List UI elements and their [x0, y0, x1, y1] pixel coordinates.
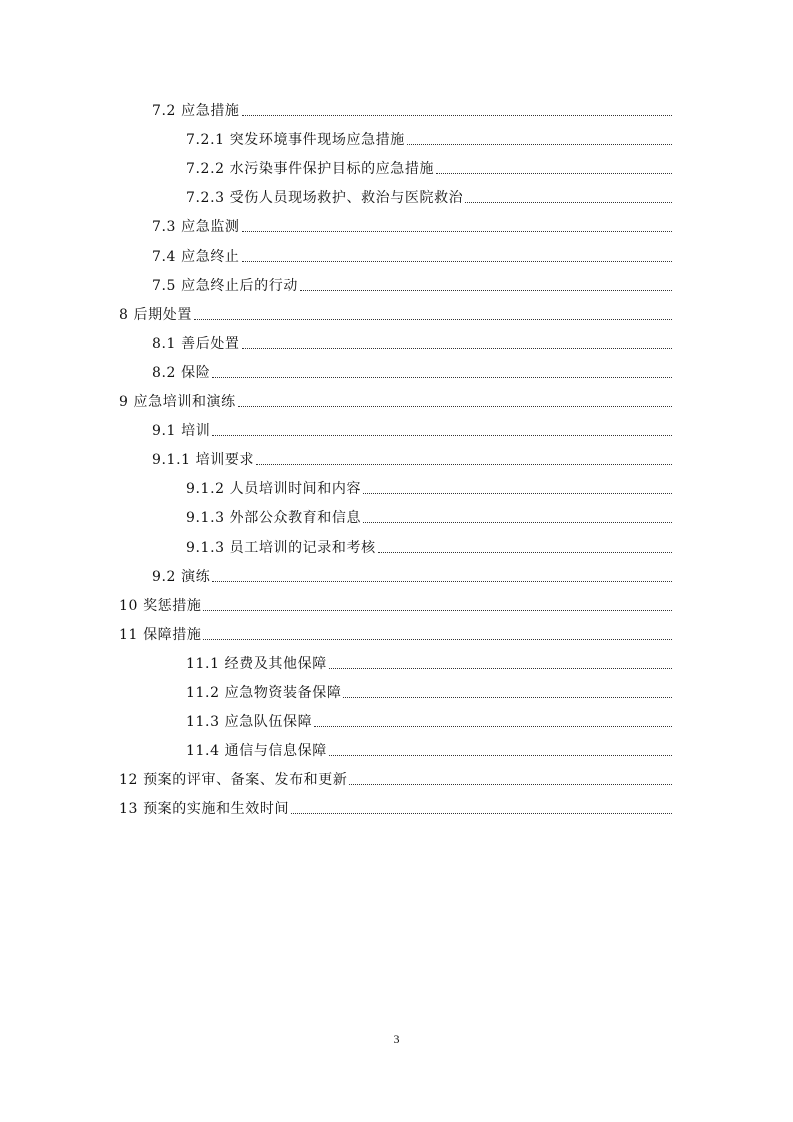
toc-entry-label: 8 后期处置 [119, 307, 192, 323]
toc-dot-leader [242, 115, 672, 116]
toc-entry-label: 7.2.3 受伤人员现场救护、救治与医院救治 [186, 190, 464, 206]
toc-entry[interactable] [152, 329, 672, 353]
toc-entry[interactable] [119, 794, 672, 818]
toc-entry-label: 11.2 应急物资装备保障 [186, 685, 342, 701]
toc-entry[interactable] [186, 736, 672, 760]
toc-dot-leader [436, 173, 672, 174]
toc-entry-label: 7.4 应急终止 [152, 249, 240, 265]
toc-entry-label: 11.1 经费及其他保障 [186, 656, 327, 672]
toc-dot-leader [242, 261, 672, 262]
toc-entry[interactable] [152, 445, 672, 469]
toc-entry[interactable] [119, 387, 672, 411]
toc-entry[interactable] [119, 765, 672, 789]
toc-dot-leader [242, 231, 672, 232]
toc-entry-label: 7.2 应急措施 [152, 103, 240, 119]
toc-entry-label: 9.1.1 培训要求 [152, 452, 255, 468]
toc-dot-leader [203, 639, 672, 640]
toc-entry[interactable] [152, 358, 672, 382]
toc-dot-leader [212, 377, 672, 378]
toc-entry-label: 11.3 应急队伍保障 [186, 714, 313, 730]
toc-entry-label: 9.1.2 人员培训时间和内容 [186, 481, 362, 497]
toc-entry[interactable] [152, 271, 672, 295]
toc-entry[interactable] [186, 707, 672, 731]
toc-dot-leader [329, 668, 672, 669]
toc-entry-label: 9.1 培训 [152, 423, 211, 439]
toc-entry-label: 9.2 演练 [152, 569, 211, 585]
toc-dot-leader [203, 610, 672, 611]
toc-dot-leader [300, 290, 672, 291]
toc-entry-label: 7.2.2 水污染事件保护目标的应急措施 [186, 161, 435, 177]
toc-entry[interactable] [152, 212, 672, 236]
toc-entry[interactable] [152, 242, 672, 266]
toc-entry-label: 11 保障措施 [119, 627, 202, 643]
toc-dot-leader [465, 202, 672, 203]
toc-entry[interactable] [152, 416, 672, 440]
toc-dot-leader [291, 813, 672, 814]
toc-entry-label: 11.4 通信与信息保障 [186, 743, 327, 759]
toc-entry-label: 13 预案的实施和生效时间 [119, 801, 290, 817]
toc-entry-label: 12 预案的评审、备案、发布和更新 [119, 772, 348, 788]
toc-dot-leader [343, 697, 672, 698]
toc-entry[interactable] [186, 474, 672, 498]
toc-entry[interactable] [119, 591, 672, 615]
toc-entry[interactable] [152, 562, 672, 586]
toc-entry[interactable] [119, 300, 672, 324]
toc-dot-leader [349, 784, 672, 785]
toc-dot-leader [194, 319, 672, 320]
toc-entry[interactable] [186, 183, 672, 207]
toc-dot-leader [256, 464, 672, 465]
toc-entry-label: 9 应急培训和演练 [119, 394, 236, 410]
toc-entry-label: 8.2 保险 [152, 365, 211, 381]
toc-entry-label: 7.2.1 突发环境事件现场应急措施 [186, 132, 405, 148]
toc-entry-label: 7.3 应急监测 [152, 219, 240, 235]
toc-dot-leader [329, 755, 672, 756]
toc-dot-leader [363, 522, 672, 523]
toc-entry-label: 9.1.3 员工培训的记录和考核 [186, 540, 376, 556]
toc-entry-label: 9.1.3 外部公众教育和信息 [186, 510, 362, 526]
toc-entry[interactable] [186, 533, 672, 557]
toc-dot-leader [378, 552, 672, 553]
toc-dot-leader [212, 435, 672, 436]
toc-dot-leader [314, 726, 672, 727]
toc-entry-label: 7.5 应急终止后的行动 [152, 278, 298, 294]
toc-dot-leader [242, 348, 672, 349]
toc-entry[interactable] [186, 125, 672, 149]
page-number: 3 [393, 1032, 400, 1046]
toc-dot-leader [212, 581, 672, 582]
toc-entry[interactable] [186, 154, 672, 178]
toc-entry-label: 10 奖惩措施 [119, 598, 202, 614]
toc-entry-label: 8.1 善后处置 [152, 336, 240, 352]
toc-entry[interactable] [186, 649, 672, 673]
toc-dot-leader [238, 406, 672, 407]
toc-entry[interactable] [119, 620, 672, 644]
toc-dot-leader [407, 144, 672, 145]
toc-entry[interactable] [186, 503, 672, 527]
toc-entry[interactable] [152, 96, 672, 120]
toc-dot-leader [363, 493, 672, 494]
toc-entry[interactable] [186, 678, 672, 702]
